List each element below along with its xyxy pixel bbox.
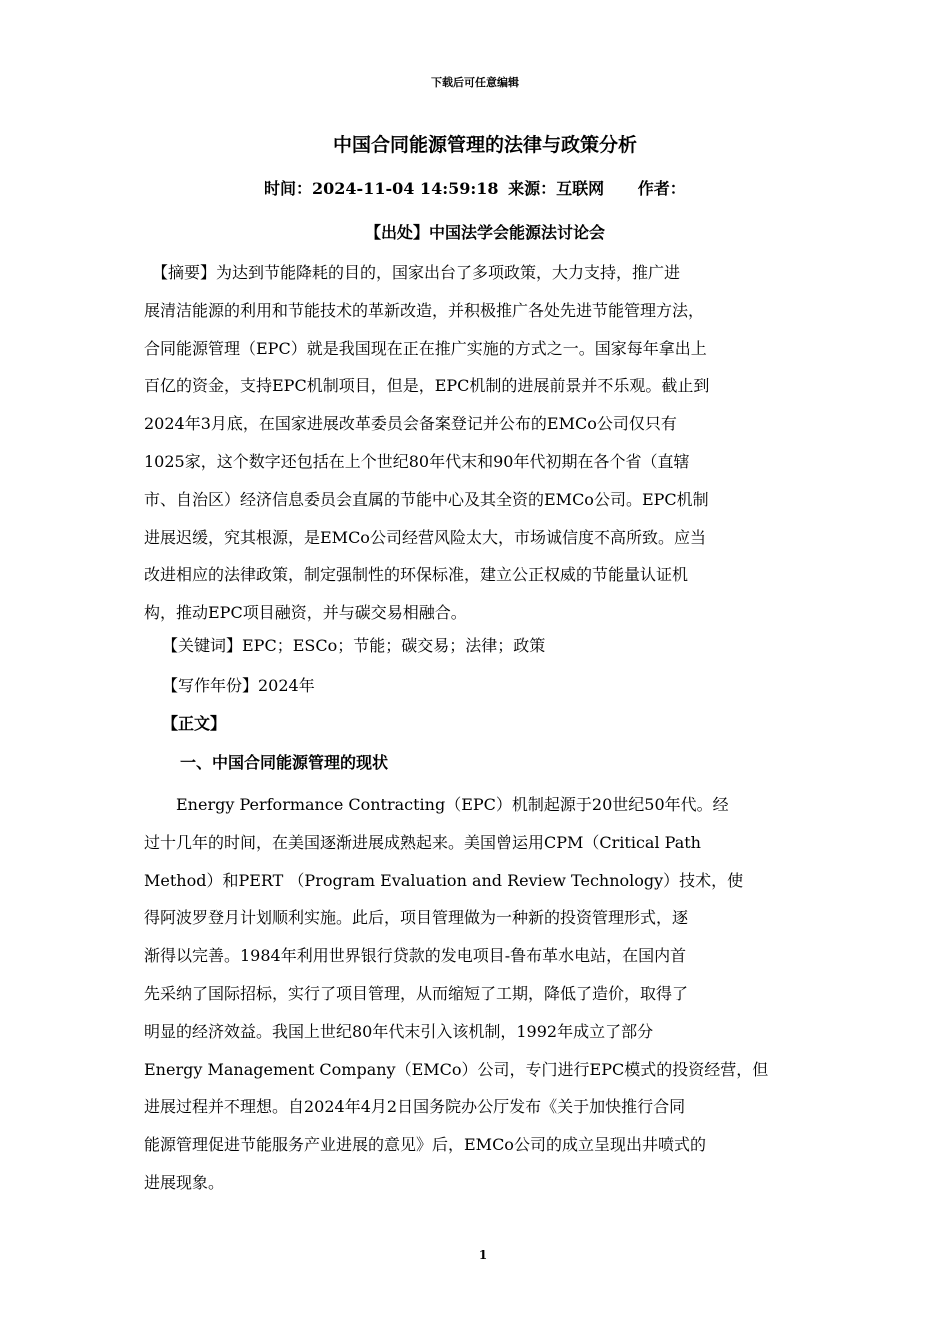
abstract-line: 1025家，这个数字还包括在上个世纪80年代末和90年代初期在各个省（直辖: [144, 451, 690, 471]
paragraph-line: Energy Management Company（EMCo）公司，专门进行EPC模式的投资经营，但: [144, 1059, 769, 1079]
body-label: 【正文】: [162, 714, 227, 733]
paragraph-line: 进展过程并不理想。自2024年4月2日国务院办公厅发布《关于加快推行合同: [144, 1097, 686, 1117]
abstract-line: 展清洁能源的利用和节能技术的革新改造，并积极推广各处先进节能管理方法，: [144, 300, 705, 320]
paragraph-line: 渐得以完善。1984年利用世界银行贷款的发电项目-鲁布革水电站，在国内首: [144, 946, 687, 966]
paragraph-line: 能源管理促进节能服务产业进展的意见》后，EMCo公司的成立呈现出井喷式的: [144, 1135, 706, 1155]
paragraph-line: 明显的经济效益。我国上世纪80年代末引入该机制，1992年成立了部分: [144, 1021, 654, 1041]
paragraph-line: 进展现象。: [144, 1172, 225, 1192]
paragraph-line: 得阿波罗登月计划顺利实施。此后，项目管理做为一种新的投资管理形式，逐: [144, 908, 689, 928]
time-label: 时间：: [264, 179, 313, 198]
meta-line: [264, 176, 724, 199]
header-note: 下载后可任意编辑: [431, 76, 519, 89]
abstract-line: 改进相应的法律政策，制定强制性的环保标准，建立公正权威的节能量认证机: [144, 565, 689, 585]
paragraph-line: Energy Performance Contracting（EPC）机制起源于20世纪50年代。经: [144, 795, 729, 814]
abstract-paragraph: [144, 254, 810, 632]
paragraph-line: Method）和PERT （Program Evaluation and Review Technology）技术，使: [144, 870, 744, 890]
abstract-line: 进展迟缓，究其根源，是EMCo公司经营风险太大，市场诚信度不高所致。应当: [144, 527, 706, 547]
keywords-line: 【关键词】EPC；ESCo；节能；碳交易；法律；政策: [162, 636, 546, 655]
author-label: 作者：: [637, 179, 686, 198]
document-title: 中国合同能源管理的法律与政策分析: [332, 134, 637, 156]
paragraph-line: 先采纳了国际招标，实行了项目管理，从而缩短了工期，降低了造价，取得了: [144, 983, 689, 1003]
abstract-line: 构，推动EPC项目融资，并与碳交易相融合。: [144, 603, 467, 623]
abstract-line: 2024年3月底，在国家进展改革委员会备案登记并公布的EMCo公司仅只有: [144, 414, 677, 434]
section-heading: 一、中国合同能源管理的现状: [180, 753, 389, 772]
abstract-line: 【摘要】为达到节能降耗的目的，国家出台了多项政策，大力支持，推广进: [144, 263, 681, 282]
abstract-line: 合同能源管理（EPC）就是我国现在正在推广实施的方式之一。国家每年拿出上: [144, 338, 707, 358]
abstract-line: 百亿的资金，支持EPC机制项目，但是，EPC机制的进展前景并不乐观。截止到: [144, 376, 710, 396]
source-line: 【出处】中国法学会能源法讨论会: [364, 223, 605, 242]
source-label: 来源：: [508, 179, 557, 198]
paragraph-line: 过十几年的时间，在美国逐渐进展成熟起来。美国曾运用CPM（Critical Path: [144, 832, 701, 852]
source-value: 互联网: [556, 179, 605, 198]
body-paragraph: [144, 786, 810, 1202]
page-number: 1: [478, 1248, 488, 1262]
time-value: 2024-11-04 14:59:18: [312, 179, 499, 198]
writing-year-line: 【写作年份】2024年: [162, 676, 315, 695]
abstract-line: 市、自治区）经济信息委员会直属的节能中心及其全资的EMCo公司。EPC机制: [144, 489, 709, 509]
